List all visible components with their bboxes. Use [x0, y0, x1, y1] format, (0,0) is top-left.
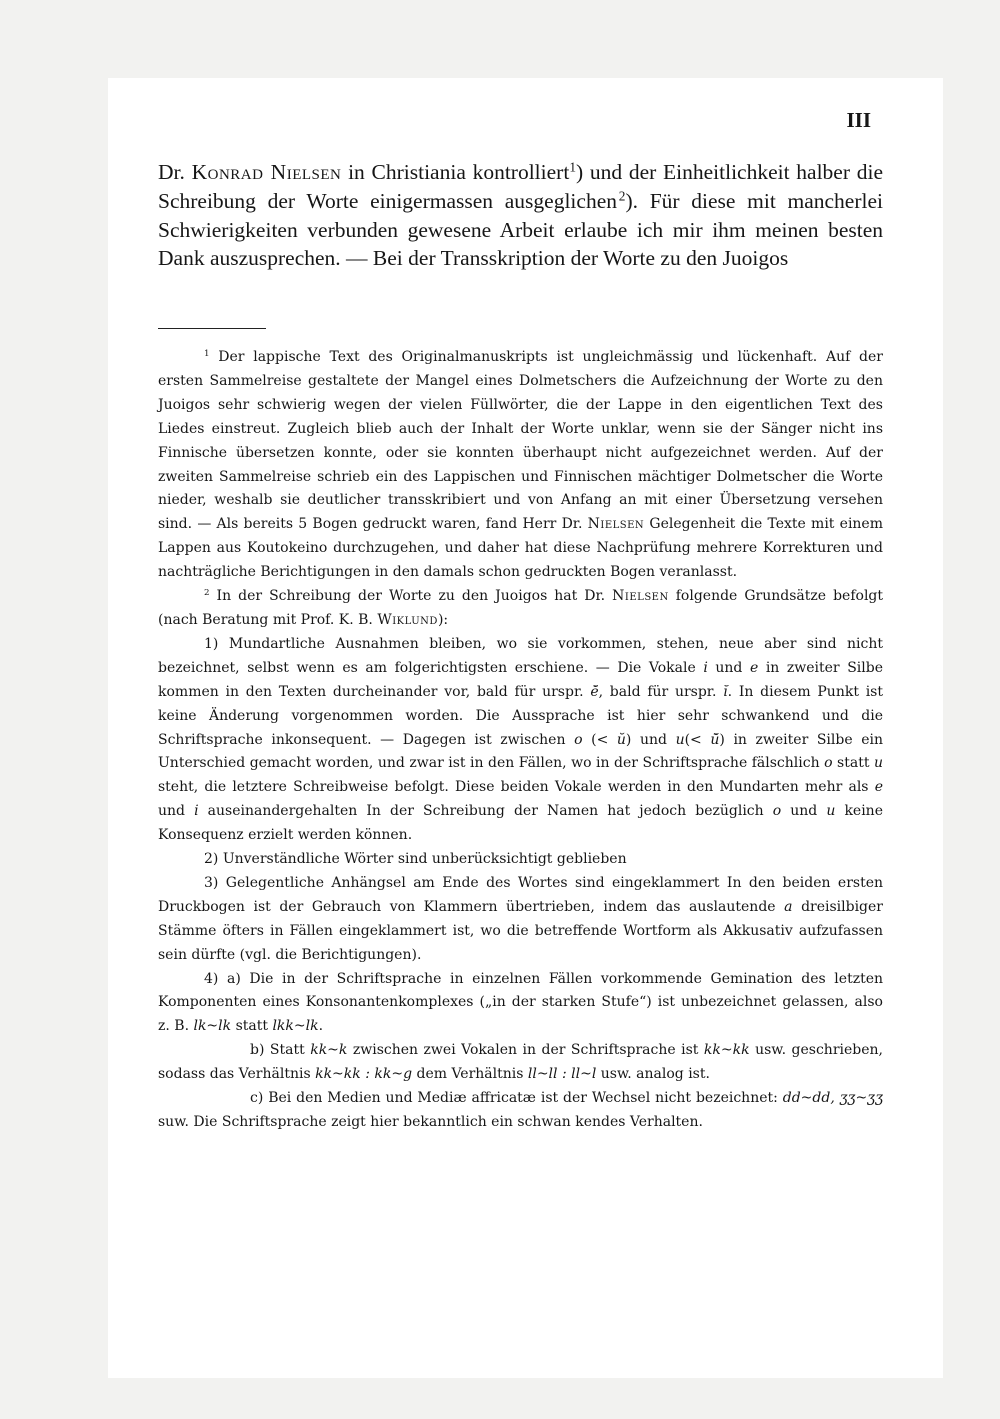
footnote-ref: 1	[569, 159, 576, 175]
main-paragraph: Dr. Konrad Nielsen in Christiania kontrolliert$^1$) und der Einheitlichkeit halber die Schreibung der Worte einigermassen ausgeglichen $^2$). Für diese mit mancherlei Schwierigkeiten verbunden gewesene Arbeit erlaube ich mir ihm meinen besten Dank auszusprechen. — Bei der Transskription der Worte zu den Juoigos	[158, 159, 883, 271]
rule-1: 1) Mundartliche Ausnahmen bleiben, wo sie vorkommen, stehen, neue aber sind nicht bezeichnet, selbst wenn es am folgerichtigsten erschiene. — Die Vokale i und e in zweiter Silbe kommen in den Texten durcheinander vor, bald für urspr. ē̆, bald für urspr. ĭ. In diesem Punkt ist keine Änderung vorgenommen worden. Die Aussprache ist hier sehr schwankend und die Schriftsprache inkonsequent. — Dagegen ist zwischen o (< ŭ) und u(< ū̆) in zweiter Silbe ein Unterschied gemacht worden, und zwar ist in den Fällen, wo in der Schriftsprache fälschlich o statt u steht, die letztere Schreibweise befolgt. Diese beiden Vokale werden in den Mundarten mehr als e und i auseinandergehalten In der Schreibung der Namen hat jedoch bezüglich o und u keine Konsequenz erzielt werden können.	[158, 635, 884, 844]
page-number: III	[846, 108, 871, 132]
footnote-ref: 2	[618, 188, 626, 204]
rule-4a: 4) a) Die in der Schriftsprache in einzelnen Fällen vorkommende Gemination des letzten Komponenten eines Konsonantenkomplexes („in der starken Stufe“) ist unbezeichnet gelassen, also z. B. lk~lk statt lkk~lk.	[158, 970, 883, 1035]
rule-4b: b) Statt kk~k zwischen zwei Vokalen in der Schriftsprache ist kk~kk usw. geschrieben, sodass das Verhältnis kk~kk : kk~g dem Verhältnis ll~ll : ll~l usw. analog ist.	[158, 1042, 883, 1083]
rule-2: 2) Unverständliche Wörter sind unberücksichtigt geblieben	[204, 851, 627, 868]
author-name: Konrad Nielsen	[191, 160, 342, 184]
footnote-2: $^2$ In der Schreibung der Worte zu den Juoigos hat Dr. Nielsen folgende Grundsätze befolgt (nach Beratung mit Prof. K. B. Wiklund):	[158, 588, 884, 628]
footnote-marker: 2	[204, 588, 210, 599]
footnote-marker: 1	[204, 349, 210, 360]
book-page	[108, 78, 943, 1378]
rule-3: 3) Gelegentliche Anhängsel am Ende des Wortes sind eingeklammert In den beiden ersten Druckbogen ist der Gebrauch von Klammern übertrieben, indem das auslautende a dreisilbiger Stämme öfters in Fällen eingeklammert ist, wo die betreffende Wortform als Akkusativ aufzufassen sein dürfte (vgl. die Berichtigungen).	[158, 874, 883, 963]
main-text	[158, 158, 883, 273]
rule-4c: c) Bei den Medien und Mediæ affricatæ ist der Wechsel nicht bezeichnet: dd~dd, ʒʒ~ʒʒ suw. Die Schriftsprache zeigt hier bekanntlich ein schwan kendes Verhalten.	[158, 1090, 883, 1130]
footnote-divider	[158, 328, 266, 329]
footnote-1: $^1$ Der lappische Text des Originalmanuskripts ist ungleichmässig und lückenhaft. Auf der ersten Sammelreise gestaltete der Mangel eines Dolmetschers die Aufzeichnung der Worte zu den Juoigos sehr schwierig wegen der vielen Füllwörter, die der Lappe in den eigentlichen Text des Liedes einstreut. Zugleich blieb auch der Inhalt der Worte unklar, wenn sie der Sänger nicht ins Finnische übersetzen konnte, oder sie konnten überhaupt nicht aufgezeichnet werden. Auf der zweiten Sammelreise schrieb ein des Lappischen und Finnischen mächtiger Dolmetscher die Worte nieder, weshalb sie deutlicher transskribiert und von Anfang an mit einer Übersetzung versehen sind. — Als bereits 5 Bogen gedruckt waren, fand Herr Dr. Nielsen Gelegenheit die Texte mit einem Lappen aus Koutokeino durchzugehen, und daher hat diese Nachprüfung mehrere Korrekturen und nachträgliche Berichtigungen in den damals schon gedruckten Bogen veranlasst.	[158, 349, 883, 581]
footnotes	[158, 346, 883, 1135]
